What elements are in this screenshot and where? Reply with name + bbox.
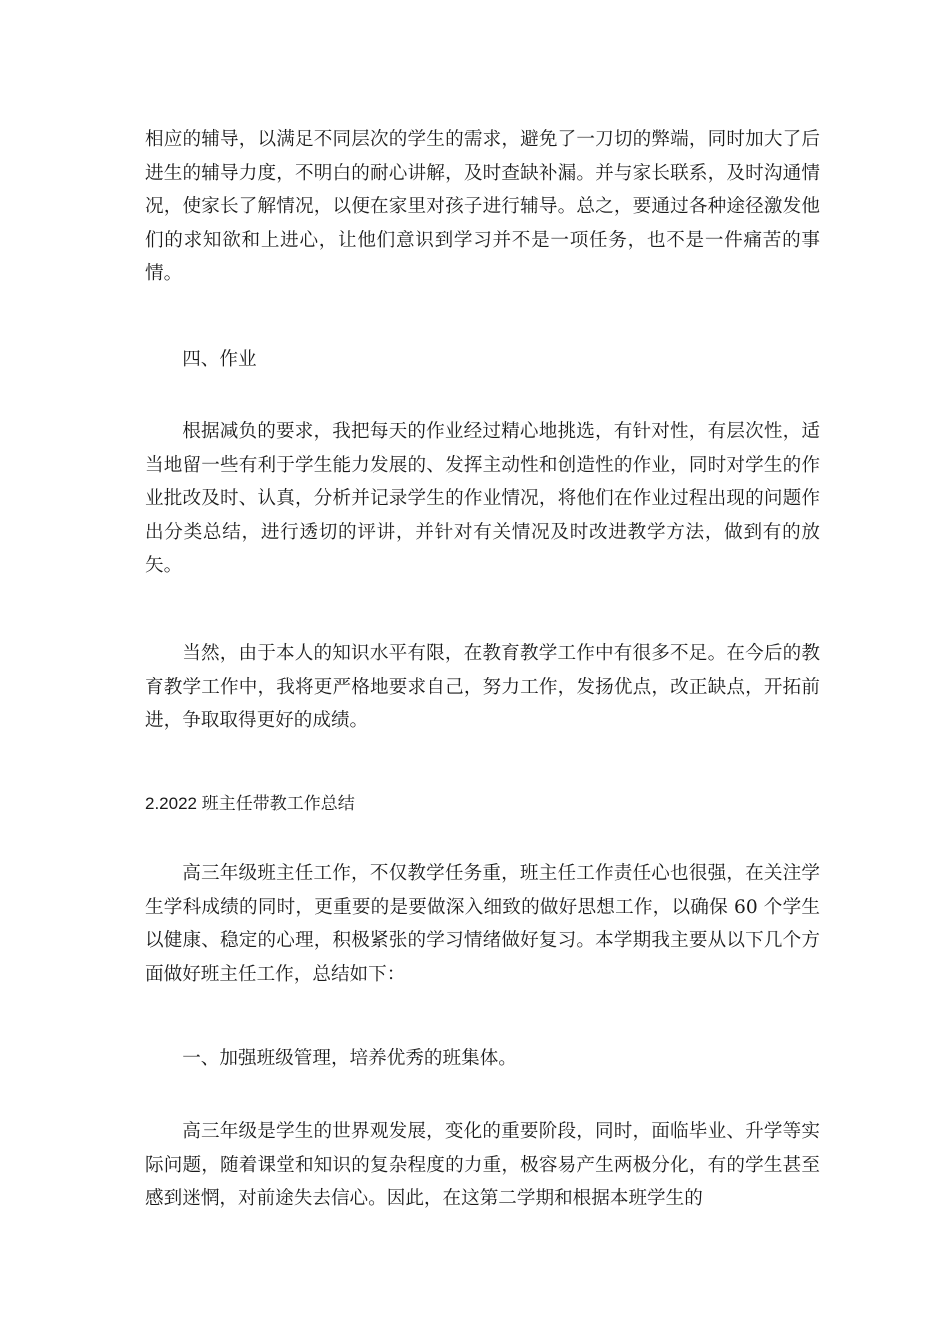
paragraph-senior-year: 高三年级是学生的世界观发展，变化的重要阶段，同时，面临毕业、升学等实际问题，随着课堂和知识的复杂程度的力重，极容易产生两极分化，有的学生甚至感到迷惘，对前途失去信心。因此，在这第二学期和根据本班学生的 — [145, 1121, 820, 1209]
paragraph-tutoring: 相应的辅导，以满足不同层次的学生的需求，避免了一刀切的弊端，同时加大了后进生的辅导力度，不明白的耐心讲解，及时查缺补漏。并与家长联系，及时沟通情况，使家长了解情况，以便在家里对孩子进行辅导。总之，要通过各种途径激发他们的求知欲和上进心，让他们意识到学习并不是一项任务，也不是一件痛苦的事情。 — [145, 129, 820, 284]
paragraph-class-teacher-intro: 高三年级班主任工作，不仅教学任务重，班主任工作责任心也很强，在关注学生学科成绩的同时，更重要的是要做深入细致的做好思想工作，以确保 60 个学生以健康、稳定的心理，积极紧张的学习情绪做好复习。本学期我主要从以下几个方面做好班主任工作，总结如下： — [145, 863, 820, 985]
document-title-2022: 2.2022 班主任带教工作总结 — [145, 794, 355, 813]
section-heading-class-management: 一、加强班级管理，培养优秀的班集体。 — [182, 1048, 517, 1069]
section-heading-homework: 四、作业 — [182, 349, 257, 370]
paragraph-conclusion: 当然，由于本人的知识水平有限，在教育教学工作中有很多不足。在今后的教育教学工作中，我将更严格地要求自己，努力工作，发扬优点，改正缺点，开拓前进，争取取得更好的成绩。 — [145, 643, 820, 731]
paragraph-homework: 根据减负的要求，我把每天的作业经过精心地挑选，有针对性，有层次性，适当地留一些有利于学生能力发展的、发挥主动性和创造性的作业，同时对学生的作业批改及时、认真，分析并记录学生的作业情况，将他们在作业过程出现的问题作出分类总结，进行透切的评讲，并针对有关情况及时改进教学方法，做到有的放矢。 — [145, 421, 820, 576]
